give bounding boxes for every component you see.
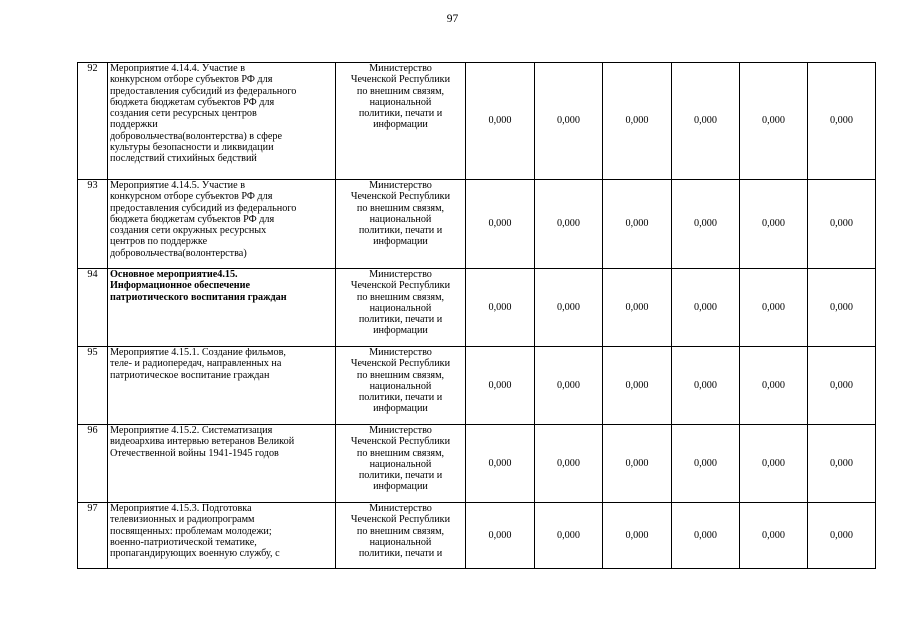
funding-value-6: 0,000 (808, 63, 876, 180)
executor-line: по внешним связям, (356, 369, 445, 381)
description-line: Отечественной войны 1941-1945 годов (110, 447, 279, 459)
funding-value-5: 0,000 (740, 180, 808, 269)
table-row (78, 347, 876, 425)
description-line: центров по поддержке (110, 236, 208, 248)
funding-value-3: 0,000 (603, 269, 672, 347)
table-row (78, 503, 876, 569)
description-line: военно-патриотической тематике, (110, 536, 257, 548)
executor-line: Министерство (369, 180, 432, 191)
activity-description (108, 503, 336, 569)
activity-description (108, 63, 336, 180)
description-line: бюджета бюджетам субъектов РФ для (110, 96, 275, 108)
description-line: Мероприятие 4.15.2. Систематизация (110, 425, 273, 436)
executor-line: национальной (369, 302, 432, 314)
executor-line: Чеченской Республики (350, 436, 451, 448)
executor-line: Министерство (369, 425, 432, 436)
executor-line: по внешним связям, (356, 447, 445, 459)
row-number: 97 (78, 503, 108, 569)
funding-value-4: 0,000 (672, 269, 740, 347)
executor-line: политики, печати и (358, 470, 443, 482)
executor-line: национальной (369, 536, 432, 548)
executor-line: по внешним связям, (356, 202, 445, 214)
funding-value-3: 0,000 (603, 180, 672, 269)
executor-line: национальной (369, 96, 432, 108)
funding-value-1: 0,000 (466, 180, 535, 269)
funding-value-1: 0,000 (466, 425, 535, 503)
description-line: патриотическое воспитание граждан (110, 369, 270, 381)
responsible-executor (336, 503, 466, 569)
description-line: предоставления субсидий из федерального (110, 85, 297, 97)
description-line: предоставления субсидий из федерального (110, 202, 297, 214)
funding-value-2: 0,000 (535, 180, 603, 269)
description-line: создания сети ресурсных центров (110, 108, 257, 120)
description-line: поддержки (110, 119, 158, 131)
description-line: Основное мероприятие4.15. (110, 269, 238, 280)
activity-description (108, 347, 336, 425)
executor-line: Министерство (369, 347, 432, 358)
executor-line: национальной (369, 458, 432, 470)
description-line: конкурсном отборе субъектов РФ для (110, 191, 273, 203)
executor-line: информации (373, 481, 428, 493)
table-row (78, 180, 876, 269)
description-line: Мероприятие 4.15.3. Подготовка (110, 503, 252, 514)
description-line: видеоархива интервью ветеранов Великой (110, 436, 295, 448)
funding-value-3: 0,000 (603, 503, 672, 569)
funding-value-2: 0,000 (535, 425, 603, 503)
program-activities-table (77, 62, 876, 569)
funding-value-6: 0,000 (808, 503, 876, 569)
description-line: патриотического воспитания граждан (110, 291, 287, 303)
funding-value-5: 0,000 (740, 269, 808, 347)
funding-value-6: 0,000 (808, 269, 876, 347)
funding-value-1: 0,000 (466, 347, 535, 425)
funding-value-1: 0,000 (466, 63, 535, 180)
table-row (78, 269, 876, 347)
funding-value-2: 0,000 (535, 347, 603, 425)
executor-line: политики, печати и (358, 548, 443, 560)
description-line: Мероприятие 4.15.1. Создание фильмов, (110, 347, 286, 358)
funding-value-2: 0,000 (535, 269, 603, 347)
funding-value-5: 0,000 (740, 425, 808, 503)
executor-line: по внешним связям, (356, 291, 445, 303)
funding-value-1: 0,000 (466, 503, 535, 569)
funding-value-4: 0,000 (672, 347, 740, 425)
executor-line: информации (373, 325, 428, 337)
executor-line: Министерство (369, 503, 432, 514)
executor-line: политики, печати и (358, 392, 443, 404)
description-line: добровольчества(волонтерства) (110, 247, 247, 259)
row-number: 95 (78, 347, 108, 425)
funding-value-3: 0,000 (603, 425, 672, 503)
table-row (78, 425, 876, 503)
description-line: телевизионных и радиопрограмм (110, 514, 255, 526)
funding-value-3: 0,000 (603, 63, 672, 180)
responsible-executor (336, 269, 466, 347)
executor-line: Министерство (369, 269, 432, 280)
funding-value-6: 0,000 (808, 347, 876, 425)
responsible-executor (336, 347, 466, 425)
description-line: Информационное обеспечение (110, 280, 251, 292)
executor-line: национальной (369, 380, 432, 392)
funding-value-4: 0,000 (672, 425, 740, 503)
funding-value-4: 0,000 (672, 63, 740, 180)
table-row (78, 63, 876, 180)
description-line: пропагандирующих военную службу, с (110, 548, 280, 560)
description-line: Мероприятие 4.14.4. Участие в (110, 63, 246, 74)
responsible-executor (336, 425, 466, 503)
executor-line: Чеченской Республики (350, 514, 451, 526)
executor-line: Чеченской Республики (350, 358, 451, 370)
funding-value-3: 0,000 (603, 347, 672, 425)
activity-description (108, 269, 336, 347)
executor-line: Чеченской Республики (350, 191, 451, 203)
activity-description (108, 425, 336, 503)
activity-description (108, 180, 336, 269)
funding-value-5: 0,000 (740, 347, 808, 425)
funding-value-1: 0,000 (466, 269, 535, 347)
description-line: последствий стихийных бедствий (110, 153, 257, 165)
executor-line: информации (373, 236, 428, 248)
executor-line: информации (373, 403, 428, 415)
funding-value-5: 0,000 (740, 503, 808, 569)
description-line: культуры безопасности и ликвидации (110, 142, 274, 154)
description-line: добровольчества(волонтерства) в сфере (110, 130, 283, 142)
description-line: конкурсном отборе субъектов РФ для (110, 74, 273, 86)
funding-value-6: 0,000 (808, 180, 876, 269)
executor-line: по внешним связям, (356, 85, 445, 97)
page-number: 97 (446, 13, 459, 25)
funding-value-4: 0,000 (672, 503, 740, 569)
row-number: 94 (78, 269, 108, 347)
funding-value-4: 0,000 (672, 180, 740, 269)
executor-line: Чеченской Республики (350, 280, 451, 292)
row-number: 93 (78, 180, 108, 269)
description-line: бюджета бюджетам субъектов РФ для (110, 213, 275, 225)
funding-value-2: 0,000 (535, 503, 603, 569)
executor-line: информации (373, 119, 428, 131)
executor-line: национальной (369, 213, 432, 225)
responsible-executor (336, 63, 466, 180)
executor-line: Чеченской Республики (350, 74, 451, 86)
description-line: Мероприятие 4.14.5. Участие в (110, 180, 246, 191)
executor-line: по внешним связям, (356, 525, 445, 537)
funding-value-6: 0,000 (808, 425, 876, 503)
funding-value-5: 0,000 (740, 63, 808, 180)
description-line: посвященных: проблемам молодежи; (110, 525, 272, 537)
funding-value-2: 0,000 (535, 63, 603, 180)
executor-line: политики, печати и (358, 314, 443, 326)
row-number: 96 (78, 425, 108, 503)
executor-line: политики, печати и (358, 225, 443, 237)
executor-line: политики, печати и (358, 108, 443, 120)
description-line: создания сети окружных ресурсных (110, 225, 267, 237)
executor-line: Министерство (369, 63, 432, 74)
row-number: 92 (78, 63, 108, 180)
description-line: теле- и радиопередач, направленных на (110, 358, 282, 370)
responsible-executor (336, 180, 466, 269)
